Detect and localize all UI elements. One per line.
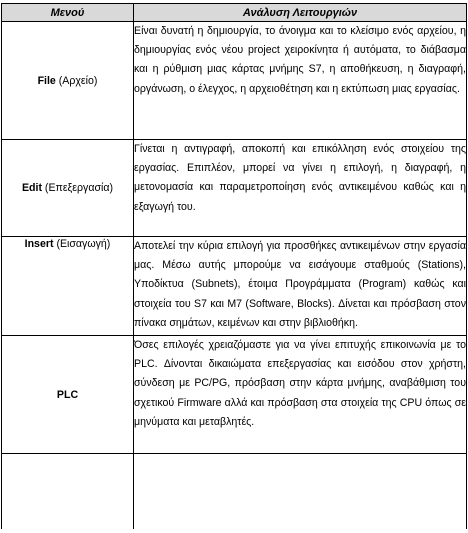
menu-translation-file: (Αρχείο) [55,74,98,87]
empty-menu-cell [2,454,134,530]
table-header-row [2,4,467,22]
menu-cell-insert [2,237,134,336]
menu-name-file: File [37,74,56,87]
menu-translation-insert: (Εισαγωγή) [53,238,111,250]
header-analysis: Ανάλυση Λειτουργιών [134,4,467,22]
table-row-plc [2,336,467,454]
table-row-file [2,22,467,140]
menu-cell-edit [2,140,134,237]
empty-description-cell [134,454,467,530]
menu-cell-plc [2,336,134,454]
menu-translation-edit: (Επεξεργασία) [41,182,114,194]
table-row-insert [2,237,467,336]
menu-name-plc: PLC [56,388,79,401]
description-insert: Αποτελεί την κύρια επιλογή για προσθήκες αντικειμένων στην εργασία μας. Μέσω αυτής μπορούμε να εισάγουμε σταθμούς (Stations), Υποδίκτυα (Subnets), έτοιμα Προγράμματα (Program) καθώς και στοιχεία του S7 και M7 (Software, Blocks). Δίνεται και πρόσβαση στον πίνακα σημάτων, κειμένων και στην βιβλιοθήκη. [134,237,467,336]
description-plc: Όσες επιλογές χρειαζόμαστε για να γίνει επιτυχής επικοινωνία με το PLC. Δίνονται δικαιώματα επεξεργασίας και εισόδου στον χρήστη, σύνδεση με PC/PG, πρόσβαση στην κάρτα μνήμης, αναβάθμιση του σχετικού Firmware αλλά και πρόσβαση στα στοιχεία της CPU όπως σε μηνύματα και μεταβλητές. [134,336,467,454]
menu-name-insert: Insert [24,238,54,250]
table-row-continued [2,454,467,530]
description-file: Είναι δυνατή η δημιουργία, το άνοιγμα και το κλείσιμο ενός αρχείου, η δημιουργίας ενός νέου project χειροκίνητα ή αυτόματα, το διάβασμα και η ρύθμιση μιας κάρτας μνήμης S7, η αποθήκευση, η διαγραφή, οργάνωση, ο έλεγχος, η αρχειοθέτηση και η εκτύπωση μιας εργασίας. [134,22,467,140]
menu-name-edit: Edit [21,182,42,194]
description-edit: Γίνεται η αντιγραφή, αποκοπή και επικόλληση ενός στοιχείου της εργασίας. Επιπλέον, μπορεί να γίνει η επιλογή, η διαγραφή, η μετονομασία και παραμετροποίηση ενός αντικειμένου καθώς και η εξαγωγή του. [134,140,467,237]
menu-functions-table [1,3,467,529]
menu-cell-file [2,22,134,140]
header-menu: Μενού [2,4,134,22]
table-row-edit [2,140,467,237]
